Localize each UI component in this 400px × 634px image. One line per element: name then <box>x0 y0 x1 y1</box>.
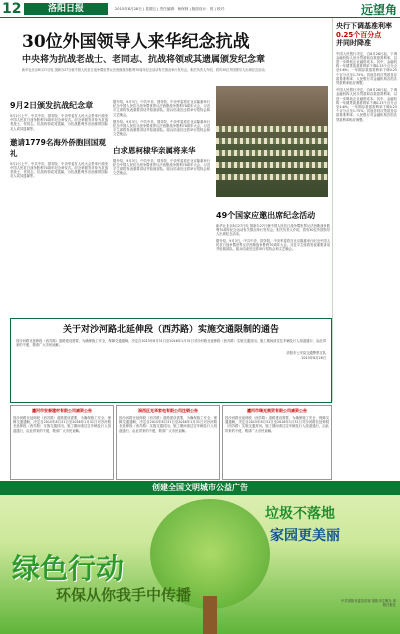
rate-title-1: 央行下调基准利率 <box>336 22 392 30</box>
traffic-notice <box>10 318 332 403</box>
relatives-title: 白求恩柯棣华亲属将来华 <box>113 145 196 155</box>
issue-meta: 2015年8月28日 | 星期五 | 责任编辑：杨保林 | 版面设计：郭 | 校对： <box>115 7 228 11</box>
main-headline: 30位外国领导人来华纪念抗战 <box>22 32 250 52</box>
ad-title: 涧西区光华家电有限公司注销公告 <box>138 408 198 413</box>
notice-date: 2015年8月28日 <box>301 355 326 360</box>
ad-body: 因沙河路北延伸段（西苏路）道路建设需要，为确保施工安全，保障交通通畅，决定自2015年8月31日至2016年1月31日对沙河路北延伸段（西苏路）实施交通封闭。施工期间请过往车辆及行人绕道通行，由此带来的不便，敬请广大市民谅解。 <box>119 416 217 433</box>
main-lead: 新华社北京8月27日电 国新办27日就中国人民抗日战争暨世界反法西斯战争胜利70周年纪念活动有关情况举行发布会。相关负责人介绍，将有30位外国领导人出席纪念活动。 <box>22 68 268 72</box>
notice-title: 关于对沙河路北延伸段（西苏路）实施交通限制的通告 <box>62 325 279 335</box>
rate-body: 中国人民银行决定，自8月26日起，下调金融机构人民币贷款和存款基准利率，以进一步降低企业融资成本。其中，金融机构一年期贷款基准利率下调0.25个百分点至4.6%；一年期存款基准利率下调0.25个百分点至1.75%；其他各档次贷款及存款基准利率、人民银行对金融机构各档次贷款利率相应调整。 <box>336 51 397 85</box>
ad-title: 瀍河市瑞光商贸有限公司减资公告 <box>247 408 307 413</box>
notice-body: 因沙河路北延伸段（西苏路）道路建设需要，为确保施工安全，保障交通通畅，决定自2015年8月31日至2016年1月31日对沙河路北延伸段（西苏路）实施交通封闭。施工期间请过往车辆及行人绕道通行，由此带来的不便，敬请广大市民谅解。 <box>16 339 326 348</box>
parade-body-2: 据介绍，9月3日，中共中央、国务院、中央军委将在北京隆重举行纪念中国人民抗日战争暨世界反法西斯战争胜利70周年大会，习近平主席将发表重要讲话并检阅部队。阅兵结束后还将举行招待会和文艺晚会。 <box>113 119 210 137</box>
ad-body: 因沙河路北延伸段（西苏路）道路建设需要，为确保施工安全，保障交通通畅，决定自2015年8月31日至2016年1月31日对沙河路北延伸段（西苏路）实施交通封闭。施工期间请过往车辆及行人绕道通行，由此带来的不便，敬请广大市民谅解。 <box>13 416 111 433</box>
public-service-banner <box>0 481 400 634</box>
ad-title: 瀍河市安泰建材有限公司减资公告 <box>32 408 92 413</box>
rate-title-3: 并同时降准 <box>336 39 371 47</box>
tree-trunk <box>203 596 217 634</box>
section-name: 远望角 <box>360 3 397 17</box>
overseas-body: 9月2日上午，中共中央、国务院、中央军委在人民大会堂举行颁发中国人民抗日战争胜利70周年纪念章仪式。纪念章颁发对象为抗战老战士、老同志，抗战将领或其遗属，为抗战胜利作出贡献的国际友人或其遗属等。 <box>10 161 108 179</box>
guest-body-2: 据介绍，9月3日，中共中央、国务院、中央军委将在北京隆重举行纪念中国人民抗日战争暨世界反法西斯战争胜利70周年大会，习近平主席将发表重要讲话并检阅部队。阅兵结束后还将举行招待会和文艺晚会。 <box>216 238 330 252</box>
rate-title-2: 0.25个百分点 <box>336 30 382 39</box>
notice-signer: 洛阳市公安局交通警察支队 <box>286 351 326 356</box>
parade-photo <box>216 86 328 197</box>
relatives-body: 据介绍，9月3日，中共中央、国务院、中央军委将在北京隆重举行纪念中国人民抗日战争暨世界反法西斯战争胜利70周年大会，习近平主席将发表重要讲话并检阅部队。阅兵结束后还将举行招待会和文艺晚会。 <box>113 158 210 176</box>
banner-credit: 中共洛阳市委宣传部 洛阳市文明办 洛阳日报社 <box>341 599 396 608</box>
green-action-text: 绿色行动 <box>12 552 125 585</box>
medal-title: 9月2日颁发抗战纪念章 <box>10 101 94 110</box>
ad-notice-1 <box>10 405 114 480</box>
masthead-bar <box>0 0 400 18</box>
green-action-subtext: 环保从你我手中传播 <box>56 586 192 604</box>
column-2 <box>113 100 210 175</box>
parade-body: 据介绍，9月3日，中共中央、国务院、中央军委将在北京隆重举行纪念中国人民抗日战争暨世界反法西斯战争胜利70周年大会，习近平主席将发表重要讲话并检阅部队。阅兵结束后还将举行招待会和文艺晚会。 <box>113 100 210 117</box>
newspaper-logo: 洛阳日报 <box>24 3 108 15</box>
rate-body-2: 中国人民银行决定，自8月26日起，下调金融机构人民币贷款和存款基准利率，以进一步降低企业融资成本。其中，金融机构一年期贷款基准利率下调0.25个百分点至4.6%；一年期存款基准利率下调0.25个百分点至1.75%；其他各档次贷款及存款基准利率、人民银行对金融机构各档次贷款利率相应调整。 <box>336 88 397 122</box>
ad-notice-3 <box>222 405 332 480</box>
banner-title: 创建全国文明城市公益广告 <box>0 481 400 495</box>
column-1 <box>10 100 108 179</box>
guest-body: 新华社北京8月27日电 国新办27日就中国人民抗日战争暨世界反法西斯战争胜利70周年纪念活动有关情况举行发布会。相关负责人介绍，将有30位外国领导人出席纪念活动。 <box>216 224 330 237</box>
medal-body: 9月2日上午，中共中央、国务院、中央军委在人民大会堂举行颁发中国人民抗日战争胜利70周年纪念章仪式。纪念章颁发对象为抗战老战士、老同志，抗战将领或其遗属，为抗战胜利作出贡献的国际友人或其遗属等。 <box>10 114 108 131</box>
main-subhead: 中央将为抗战老战士、老同志、抗战将领或其遗属颁发纪念章 <box>22 55 266 65</box>
guest-title: 49个国家应邀出席纪念活动 <box>216 211 316 220</box>
rate-cut-sidebar <box>332 18 400 402</box>
ad-body: 因沙河路北延伸段（西苏路）道路建设需要，为确保施工安全，保障交通通畅，决定自2015年8月31日至2016年1月31日对沙河路北延伸段（西苏路）实施交通封闭。施工期间请过往车辆及行人绕道通行，由此带来的不便，敬请广大市民谅解。 <box>225 416 329 433</box>
slogan-1: 垃圾不落地 <box>265 506 335 522</box>
guest-section <box>216 210 330 251</box>
page-number: 12 <box>2 1 22 17</box>
ad-notice-2 <box>116 405 220 480</box>
overseas-title: 邀请1779名海外侨胞回国观礼 <box>10 137 106 158</box>
slogan-2: 家园更美丽 <box>270 528 340 544</box>
